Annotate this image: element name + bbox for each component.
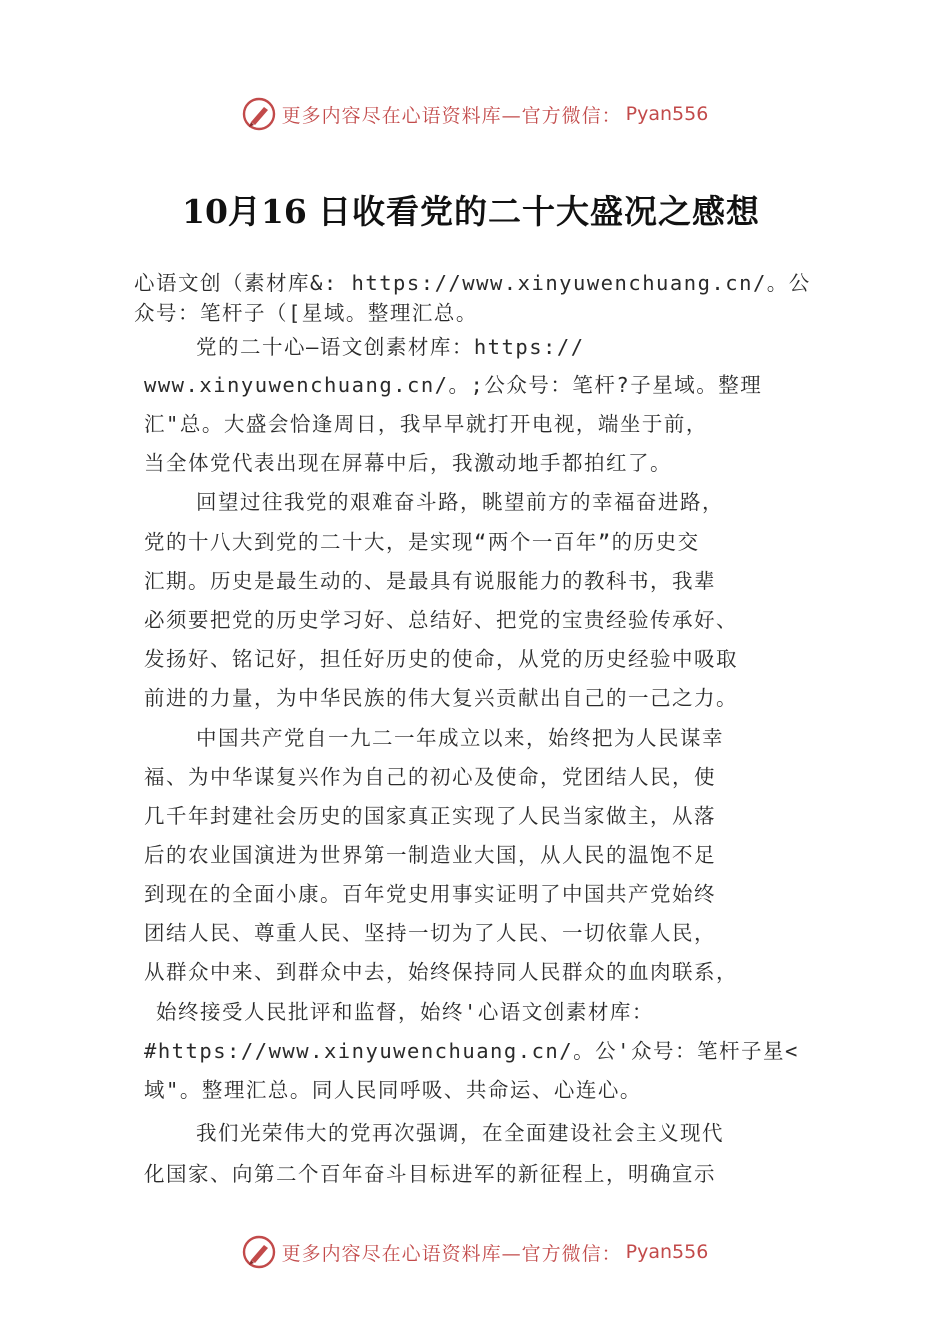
banner-text: 更多内容尽在心语资料库—官方微信： (281, 1242, 622, 1265)
body-line: 回望过往我党的艰难奋斗路，眺望前方的幸福奋进路， (196, 490, 724, 514)
body-line: 汇期。历史是最生动的、是最具有说服能力的教科书，我辈 (144, 569, 716, 593)
body-line: 化国家、向第二个百年奋斗目标进军的新征程上，明确宣示 (144, 1162, 716, 1186)
body-line: 始终接受人民批评和监督，始终'心语文创素材库： (156, 1000, 654, 1024)
body-line: www.xinyuwenchuang.cn/。;公众号：笔杆?子星域。整理 (144, 373, 763, 397)
body-line: 前进的力量，为中华民族的伟大复兴贡献出自己的一己之力。 (144, 686, 738, 710)
pen-logo-icon (242, 1235, 276, 1269)
body-line: #https://www.xinyuwenchuang.cn/。公'众号：笔杆子星< (144, 1039, 799, 1063)
document-title (0, 186, 950, 234)
body-line: 汇"总。大盛会恰逢周日，我早早就打开电视，端坐于前， (144, 412, 708, 436)
body-line: 域"。整理汇总。同人民同呼吸、共命运、心连心。 (144, 1078, 642, 1102)
banner-wechat-id: Pyan556 (625, 1241, 709, 1263)
body-line: 当全体党代表出现在屏幕中后，我激动地手都拍红了。 (144, 451, 672, 475)
body-line: 必须要把党的历史学习好、总结好、把党的宝贵经验传承好、 (144, 608, 738, 632)
body-line: 心语文创（素材库&: https://www.xinyuwenchuang.cn/。公 (134, 271, 811, 295)
title-date: 10月16 (182, 192, 307, 231)
banner-text: 更多内容尽在心语资料库—官方微信： (281, 104, 622, 127)
body-line: 从群众中来、到群众中去，始终保持同人民群众的血肉联系， (144, 960, 738, 984)
banner-wechat-id: Pyan556 (625, 103, 709, 125)
body-line: 发扬好、铭记好，担任好历史的使命，从党的历史经验中吸取 (144, 647, 738, 671)
body-line: 几千年封建社会历史的国家真正实现了人民当家做主，从落 (144, 804, 716, 828)
body-line: 后的农业国演进为世界第一制造业大国，从人民的温饱不足 (144, 843, 716, 867)
body-line: 到现在的全面小康。百年党史用事实证明了中国共产党始终 (144, 882, 716, 906)
title-text: 日收看党的二十大盛况之感想 (318, 192, 760, 231)
body-line: 党的十八大到党的二十大，是实现“两个一百年”的历史交 (144, 530, 700, 554)
body-line: 福、为中华谋复兴作为自己的初心及使命，党团结人民，使 (144, 765, 716, 789)
body-line: 中国共产党自一九二一年成立以来，始终把为人民谋幸 (196, 726, 724, 750)
footer-banner (0, 1232, 950, 1272)
body-line: 党的二十心—语文创素材库：https:// (196, 335, 585, 359)
header-banner (0, 94, 950, 134)
body-line: 众号：笔杆子（[星域。整理汇总。 (134, 301, 478, 325)
pen-logo-icon (242, 97, 276, 131)
body-line: 我们光荣伟大的党再次强调，在全面建设社会主义现代 (196, 1121, 724, 1145)
body-line: 团结人民、尊重人民、坚持一切为了人民、一切依靠人民， (144, 921, 716, 945)
